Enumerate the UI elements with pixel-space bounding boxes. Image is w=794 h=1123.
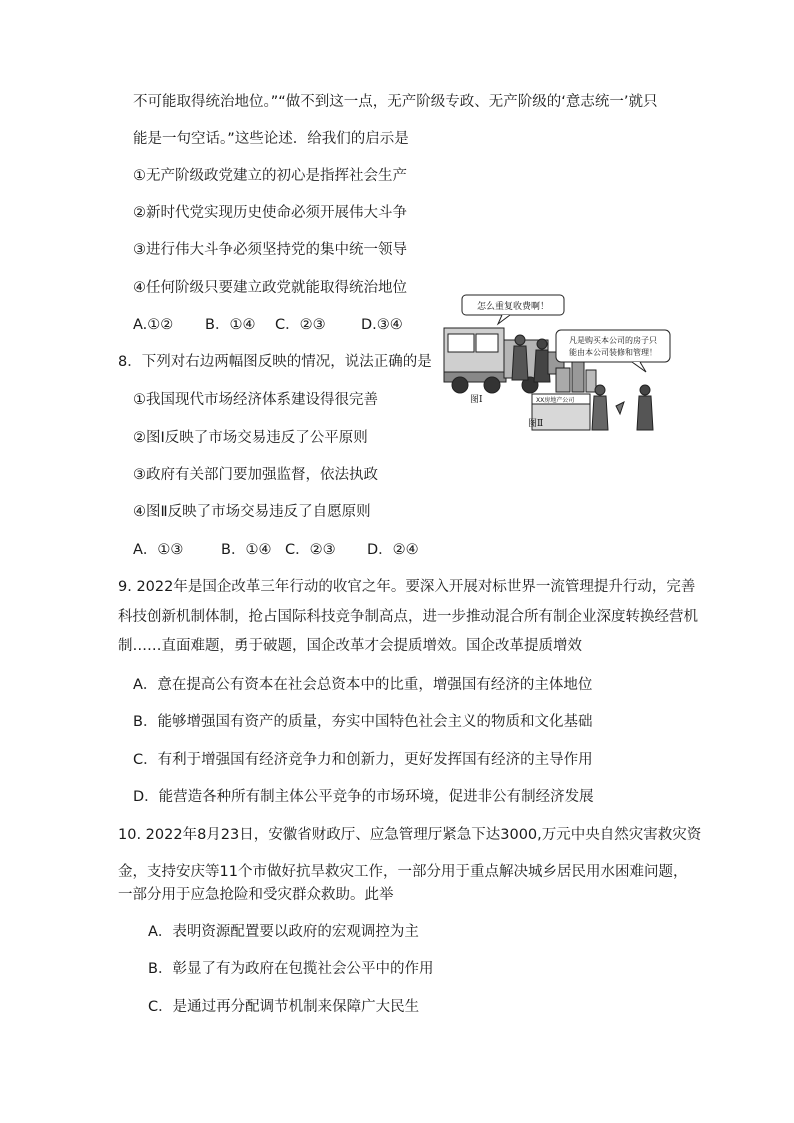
q10-option-c: C．是通过再分配调节机制来保障广大民生 xyxy=(148,999,420,1015)
q8-statement-3: ③政府有关部门要加强监督，依法执政 xyxy=(133,467,378,483)
bubble-2-text-line-2: 能由本公司装修和管理！ xyxy=(569,348,657,357)
q8-option-d: D．②④ xyxy=(367,542,419,558)
q8-statement-2: ②图Ⅰ反映了市场交易违反了公平原则 xyxy=(133,430,368,446)
q8-options xyxy=(133,540,419,560)
q7-statement-1: ①无产阶级政党建立的初心是指挥社会生产 xyxy=(133,168,407,184)
q10-stem-line-1: 10. 2022年8月23日，安徽省财政厅、应急管理厅紧急下达3000,万元中央自然灾害救灾资 xyxy=(118,827,702,843)
q7-option-b: B．①④ xyxy=(205,317,256,333)
q10-stem-line-2: 金，支持安庆等11个市做好抗旱救灾工作，一部分用于重点解决城乡居民用水困难问题， xyxy=(118,864,688,880)
q7-options xyxy=(133,315,403,335)
q8-option-a: A．①③ xyxy=(133,542,184,558)
caption-image-1: 图Ⅰ xyxy=(470,395,483,405)
q7-option-c: C．②③ xyxy=(275,317,326,333)
q8-stem: 8．下列对右边两幅图反映的情况，说法正确的是 xyxy=(118,354,432,370)
text-line-2: 能是一句空话。”这些论述．给我们的启示是 xyxy=(133,131,409,147)
q9-option-b: B．能够增强国有资产的质量，夯实中国特色社会主义的物质和文化基础 xyxy=(133,714,593,730)
cartoon-figure xyxy=(440,290,672,436)
q9-option-c: C．有利于增强国有经济竞争力和创新力，更好发挥国有经济的主导作用 xyxy=(133,752,593,768)
q7-option-a: A.①② xyxy=(133,317,174,333)
q7-statement-2: ②新时代党实现历史使命必须开展伟大斗争 xyxy=(133,205,407,221)
q10-option-b: B．彰显了有为政府在包揽社会公平中的作用 xyxy=(148,961,434,977)
q8-option-b: B．①④ xyxy=(221,542,272,558)
text-line-1: 不可能取得统治地位。”“做不到这一点，无产阶级专政、无产阶级的‘意志统一’就只 xyxy=(133,94,658,110)
q8-option-c: C．②③ xyxy=(285,542,336,558)
q7-option-d: D.③④ xyxy=(361,317,403,333)
q9-stem-line-3: 制……直面难题，勇于破题，国企改革才会提质增效。国企改革提质增效 xyxy=(118,638,582,654)
q9-stem-line-1: 9. 2022年是国企改革三年行动的收官之年。要深入开展对标世界一流管理提升行动，完善 xyxy=(118,579,696,595)
company-sign-text: XX房地产公司 xyxy=(536,397,575,404)
cartoon-image-2 xyxy=(532,330,670,430)
q7-statement-4: ④任何阶级只要建立政党就能取得统治地位 xyxy=(133,280,407,296)
q9-stem-line-2: 科技创新机制体制，抢占国际科技竞争制高点，进一步推动混合所有制企业深度转换经营机 xyxy=(118,609,698,625)
speech-bubble-2 xyxy=(556,330,670,362)
q10-stem-line-3: 一部分用于应急抢险和受灾群众救助。此举 xyxy=(118,887,394,903)
cartoon-illustration xyxy=(440,290,672,436)
q8-statement-1: ①我国现代市场经济体系建设得很完善 xyxy=(133,392,378,408)
q9-option-d: D．能营造各种所有制主体公平竞争的市场环境，促进非公有制经济发展 xyxy=(133,789,594,805)
q10-option-a: A．表明资源配置要以政府的宏观调控为主 xyxy=(148,924,419,940)
q8-statement-4: ④图Ⅱ反映了市场交易违反了自愿原则 xyxy=(133,504,371,520)
bubble-1-text: 怎么重复收费啊！ xyxy=(476,302,550,312)
q7-statement-3: ③进行伟大斗争必须坚持党的集中统一领导 xyxy=(133,242,407,258)
bubble-2-text-line-1: 凡是购买本公司的房子只 xyxy=(569,336,657,345)
q9-option-a: A．意在提高公有资本在社会总资本中的比重，增强国有经济的主体地位 xyxy=(133,677,593,693)
caption-image-2: 图Ⅱ xyxy=(528,419,544,429)
